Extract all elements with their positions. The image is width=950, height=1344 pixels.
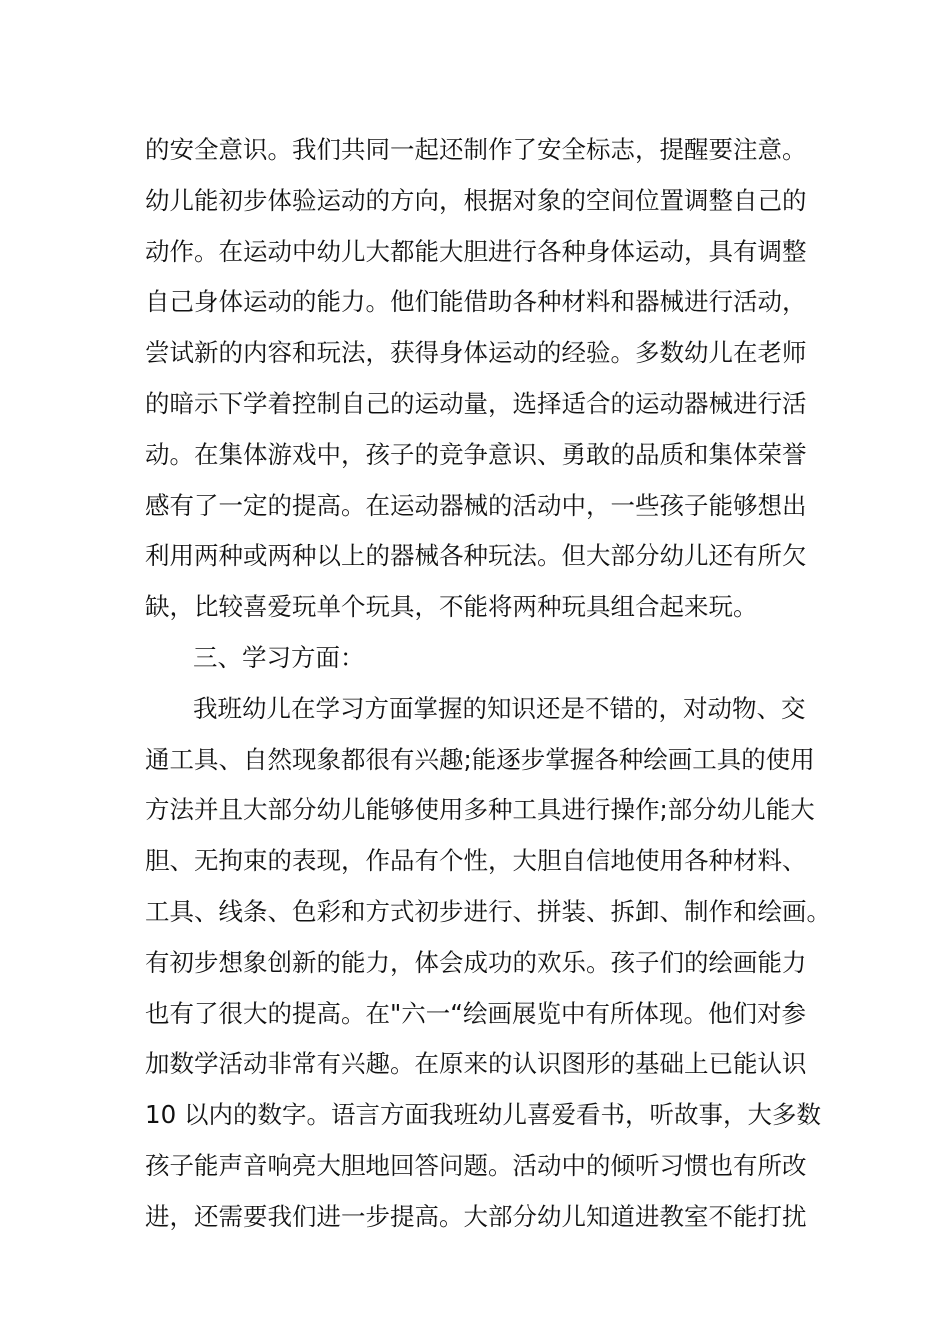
text-line: 动作。在运动中幼儿大都能大胆进行各种身体运动，具有调整 <box>145 236 807 266</box>
text-line: 胆、无拘束的表现，作品有个性，大胆自信地使用各种材料、 <box>145 846 807 876</box>
text-line: 缺，比较喜爱玩单个玩具，不能将两种玩具组合起来玩。 <box>145 592 758 622</box>
text-line: 我班幼儿在学习方面掌握的知识还是不错的，对动物、交 <box>193 693 806 723</box>
text-line: 也有了很大的提高。在"六一“绘画展览中有所体现。他们对参 <box>145 998 806 1028</box>
text-line: 感有了一定的提高。在运动器械的活动中，一些孩子能够想出 <box>145 490 807 520</box>
text-line: 有初步想象创新的能力，体会成功的欢乐。孩子们的绘画能力 <box>145 947 807 977</box>
text-line: 自己身体运动的能力。他们能借助各种材料和器械进行活动， <box>145 287 807 317</box>
text-line: 方法并且大部分幼儿能够使用多种工具进行操作;部分幼儿能大 <box>145 795 815 825</box>
text-line: 通工具、自然现象都很有兴趣;能逐步掌握各种绘画工具的使用 <box>145 744 815 774</box>
text-line: 尝试新的内容和玩法，获得身体运动的经验。多数幼儿在老师 <box>145 338 807 368</box>
text-line: 动。在集体游戏中，孩子的竞争意识、勇敢的品质和集体荣誉 <box>145 439 807 469</box>
body-text <box>145 128 831 1246</box>
text-line: 10 以内的数字。语言方面我班幼儿喜爱看书，听故事，大多数 <box>145 1100 821 1130</box>
text-line: 加数学活动非常有兴趣。在原来的认识图形的基础上已能认识 <box>145 1049 807 1079</box>
text-line: 利用两种或两种以上的器械各种玩法。但大部分幼儿还有所欠 <box>145 541 807 571</box>
text-line: 进，还需要我们进一步提高。大部分幼儿知道进教室不能打扰 <box>145 1201 807 1231</box>
text-line: 孩子能声音响亮大胆地回答问题。活动中的倾听习惯也有所改 <box>145 1150 807 1180</box>
section-heading: 三、学习方面： <box>193 642 365 672</box>
text-line: 的安全意识。我们共同一起还制作了安全标志，提醒要注意。 <box>145 135 807 164</box>
text-line: 的暗示下学着控制自己的运动量，选择适合的运动器械进行活 <box>145 388 807 418</box>
text-line: 工具、线条、色彩和方式初步进行、拼装、拆卸、制作和绘画。 <box>145 896 831 926</box>
text-line: 幼儿能初步体验运动的方向，根据对象的空间位置调整自己的 <box>145 185 807 215</box>
